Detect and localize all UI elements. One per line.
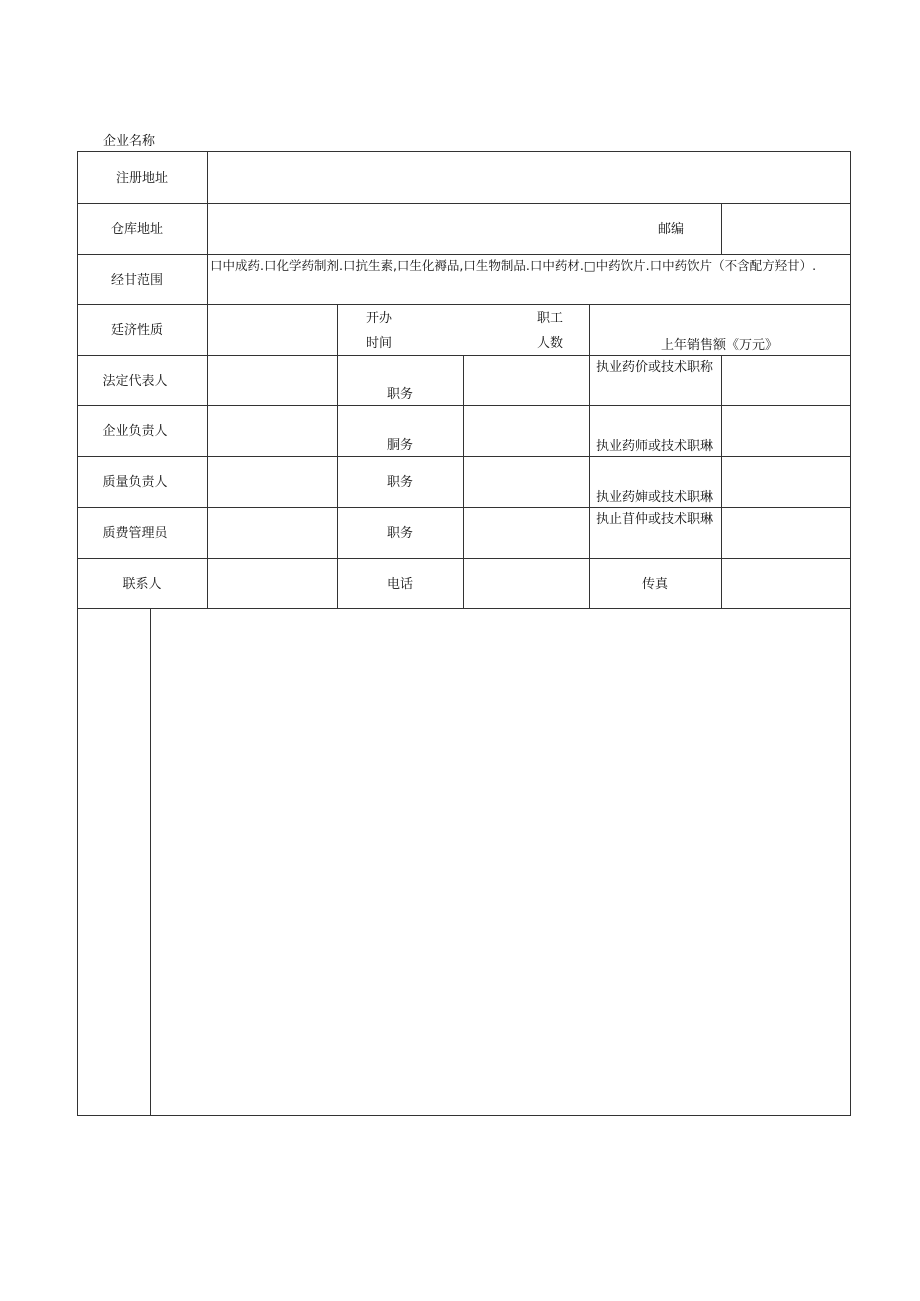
phone-field[interactable]: [465, 560, 588, 607]
quality-head-title-label: 执业药婶或技术职琳: [596, 490, 714, 505]
quality-manager-title-label: 执止苜仲或技术职琳: [596, 512, 714, 527]
row-divider: [77, 254, 851, 255]
column-divider: [589, 304, 590, 355]
legal-rep-field[interactable]: [209, 357, 336, 404]
column-divider: [721, 355, 722, 609]
enterprise-head-position-field[interactable]: [465, 407, 588, 455]
bottom-content-area[interactable]: [152, 610, 849, 1114]
table-border-right: [850, 151, 851, 1116]
enterprise-head-title-label: 执业药师或技术职琳: [596, 439, 714, 454]
reg-address-field[interactable]: [209, 153, 849, 202]
row-divider: [77, 355, 851, 356]
quality-head-field[interactable]: [209, 458, 336, 506]
warehouse-address-label: 仓库地址: [110, 222, 164, 237]
row-divider: [77, 608, 851, 609]
column-divider: [337, 304, 338, 355]
contact-label: 联系人: [122, 577, 162, 592]
column-divider: [589, 355, 590, 609]
contact-field[interactable]: [209, 560, 336, 607]
bottom-box-divider: [150, 608, 151, 1116]
legal-rep-label: 法定代表人: [102, 374, 168, 389]
enterprise-head-title-field[interactable]: [723, 407, 849, 455]
postcode-divider: [721, 203, 722, 255]
quality-manager-position-field[interactable]: [465, 509, 588, 557]
legal-rep-position-label: 职务: [386, 387, 414, 402]
quality-head-position-field[interactable]: [465, 458, 588, 506]
economic-nature-label: 廷济性质: [110, 323, 164, 338]
quality-manager-label: 质费管理员: [102, 526, 168, 541]
quality-head-title-field[interactable]: [723, 458, 849, 506]
reg-address-label: 注册地址: [115, 171, 169, 186]
fax-field[interactable]: [723, 560, 849, 607]
legal-rep-position-field[interactable]: [465, 357, 588, 404]
economic-nature-field[interactable]: [209, 306, 336, 354]
postcode-label: 邮编: [658, 222, 685, 237]
business-scope-options[interactable]: 口中成药.口化学药制剂.口抗生素,口生化褥品,口生物制品.口中药材.□中药饮片.口中药饮片（不含配方羟甘）.: [210, 258, 817, 273]
row-divider: [77, 507, 851, 508]
quality-head-label: 质量负责人: [102, 475, 168, 490]
staff-count-label-2: 人数: [537, 336, 564, 351]
last-year-sales-label: 上年销售额《万元》: [661, 338, 779, 353]
phone-label: 电话: [386, 577, 414, 592]
quality-head-position-label: 职务: [386, 475, 414, 490]
row-divider: [77, 304, 851, 305]
table-border-left: [77, 151, 78, 1116]
company-name-label: 企业名称: [103, 134, 156, 149]
bottom-side-cell: [79, 610, 149, 1114]
enterprise-head-field[interactable]: [209, 407, 336, 455]
enterprise-head-position-label: 胴务: [386, 438, 414, 453]
fax-label: 传真: [641, 577, 669, 592]
row-divider: [77, 456, 851, 457]
postcode-field[interactable]: [723, 205, 849, 253]
table-border-bottom: [77, 1115, 851, 1116]
quality-manager-title-field[interactable]: [723, 509, 849, 557]
staff-count-label-1: 职工: [537, 311, 564, 326]
legal-rep-title-field[interactable]: [723, 357, 849, 404]
row-divider: [77, 558, 851, 559]
table-border-top: [77, 151, 851, 152]
quality-manager-position-label: 职务: [386, 526, 414, 541]
opening-time-label-2: 时间: [366, 336, 393, 351]
row-divider: [77, 203, 851, 204]
enterprise-head-label: 企业负责人: [102, 424, 168, 439]
column-divider: [337, 355, 338, 609]
opening-time-label-1: 开办: [366, 311, 393, 326]
label-column-divider: [207, 151, 208, 609]
quality-manager-field[interactable]: [209, 509, 336, 557]
column-divider: [463, 355, 464, 609]
business-scope-label: 经甘范围: [110, 273, 164, 288]
warehouse-address-field[interactable]: [209, 205, 654, 253]
row-divider: [77, 405, 851, 406]
legal-rep-title-label: 执业药价或技术职称: [596, 360, 714, 375]
